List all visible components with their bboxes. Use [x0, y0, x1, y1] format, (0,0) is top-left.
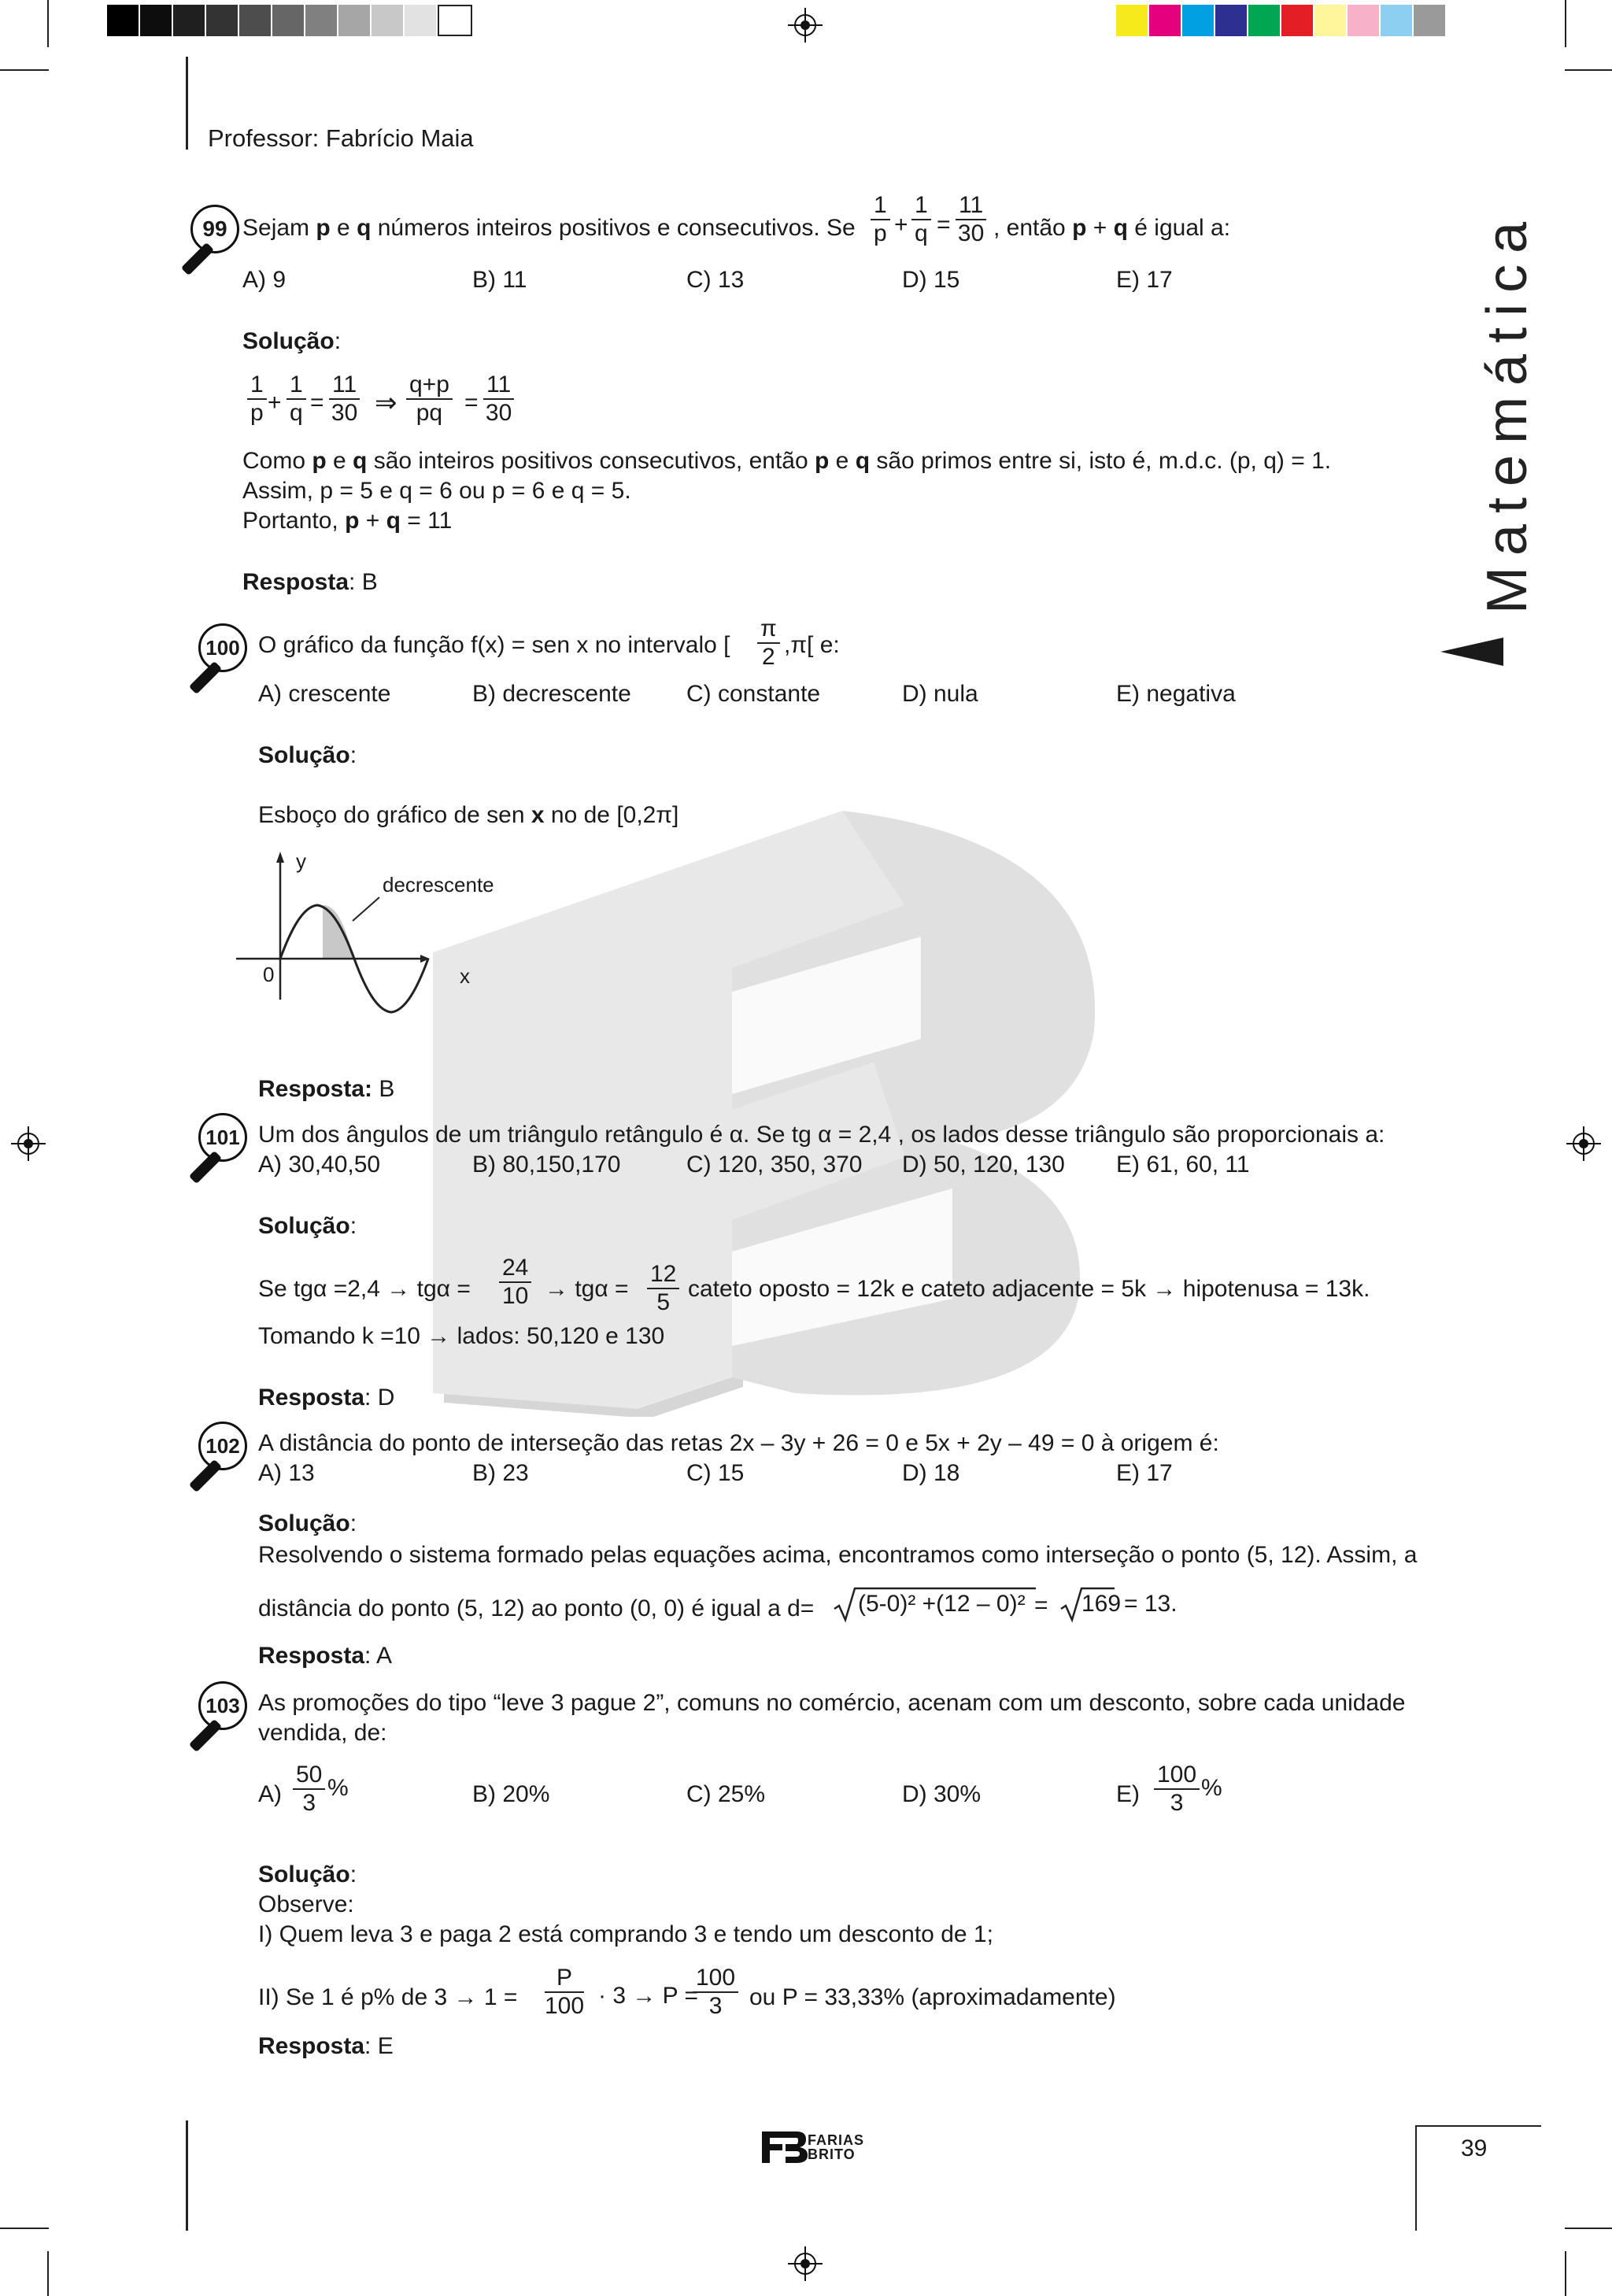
q101-solution-b: → tgα = — [545, 1276, 629, 1302]
q99-solution-equals: = — [464, 390, 479, 416]
q103-option-e-fraction: $\frac{100}{3}$ — [1154, 1762, 1200, 1817]
q102-answer: Resposta: A — [258, 1643, 393, 1669]
q102-option-b: B) 23 — [472, 1460, 529, 1486]
q103-option-a-label: A) — [258, 1781, 282, 1807]
q99-plus: + — [894, 212, 908, 238]
magnifier-handle-icon — [189, 1459, 222, 1492]
q103-option-e-percent: % — [1201, 1775, 1222, 1801]
q99-solution-fraction: $\frac{11}{30}$ — [329, 372, 360, 427]
q103-option-a-fraction: $\frac{50}{3}$ — [293, 1762, 325, 1817]
q103-option-b: B) 20% — [472, 1781, 550, 1807]
q100-option-c: C) constante — [686, 681, 821, 707]
magnifier-handle-icon — [181, 242, 214, 275]
q100-option-a: A) crescente — [258, 681, 391, 707]
q99-option-b: B) 11 — [472, 267, 527, 293]
q103-answer: Resposta: E — [258, 2033, 394, 2059]
registration-mark-top — [788, 8, 823, 43]
crop-mark — [0, 69, 49, 71]
q102-option-d: D) 18 — [902, 1460, 960, 1486]
q99-option-d: D) 15 — [902, 267, 960, 293]
q102-option-e: E) 17 — [1116, 1460, 1173, 1486]
graph-y-label: y — [296, 849, 306, 873]
q102-radicand-169: 169 — [1081, 1591, 1122, 1617]
question-number-99: 99 — [190, 205, 239, 253]
q99-solution-fraction: $\frac{11}{30}$ — [483, 372, 514, 427]
q101-fraction: $\frac{24}{10}$ — [499, 1255, 531, 1310]
q102-result: = 13. — [1124, 1591, 1178, 1617]
q103-item2-c: ou P = 33,33% (aproximadamente) — [749, 1984, 1116, 2010]
q102-solution-line1: Resolvendo o sistema formado pelas equações acima, encontramos como interseção o ponto (5, 12). Assim, a — [258, 1542, 1418, 1568]
q100-statement-end: ,π[ e: — [784, 632, 840, 658]
q102-statement: A distância do ponto de interseção das retas 2x – 3y + 26 = 0 e 5x + 2y – 49 = 0 à origem é: — [258, 1430, 1219, 1456]
crop-mark — [1565, 2228, 1612, 2229]
q99-fraction: $\frac{1}{q}$ — [911, 192, 931, 247]
q99-solution-implies: ⇒ — [375, 388, 397, 418]
footer-rule-left — [186, 2120, 188, 2231]
y-axis-arrow — [276, 852, 284, 863]
q99-statement-end: , então p + q é igual a: — [993, 215, 1231, 241]
graph-annotation: decrescente — [383, 873, 494, 897]
annotation-pointer — [353, 897, 379, 921]
q101-solution-line2: Tomando k =10 → lados: 50,120 e 130 — [258, 1323, 665, 1349]
q102-equals: = — [1034, 1592, 1048, 1618]
q99-solution-line2: Assim, p = 5 e q = 6 ou p = 6 e q = 5. — [242, 478, 631, 504]
q101-answer: Resposta: D — [258, 1385, 395, 1411]
q99-statement: Sejam p e q números inteiros positivos e consecutivos. Se — [242, 215, 856, 241]
q102-solution-line2: distância do ponto (5, 12) ao ponto (0, 0) é igual a d= — [258, 1595, 815, 1621]
crop-mark — [1565, 69, 1612, 71]
q102-solution-label: Solução: — [258, 1510, 357, 1536]
q100-option-d: D) nula — [902, 681, 978, 707]
q103-item2-a: II) Se 1 é p% de 3 → 1 = — [258, 1984, 518, 2010]
q99-solution-plus: + — [268, 390, 282, 416]
q101-statement: Um dos ângulos de um triângulo retângulo é α. Se tg α = 2,4 , os lados desse triângulo são proporcionais a: — [258, 1122, 1385, 1148]
registration-mark-right — [1566, 1126, 1601, 1161]
q99-solution-line3: Portanto, p + q = 11 — [242, 508, 453, 534]
graph-x-label: x — [460, 964, 470, 988]
registration-mark-left — [11, 1126, 46, 1161]
magnifier-handle-icon — [189, 1151, 222, 1184]
fb-logo-icon — [762, 2130, 809, 2165]
crop-mark — [1565, 2251, 1566, 2296]
q100-sketch-caption: Esboço do gráfico de sen x no de [0,2π] — [258, 802, 679, 828]
q103-item2-b: · 3 → P = — [598, 1983, 699, 2009]
q99-option-a: A) 9 — [242, 267, 287, 293]
q103-solution-label: Solução: — [258, 1862, 357, 1887]
q99-fraction: $\frac{11}{30}$ — [956, 192, 986, 247]
question-number-103: 103 — [198, 1681, 247, 1730]
q101-option-b: B) 80,150,170 — [472, 1152, 621, 1178]
q103-item2-fraction: $\frac{100}{3}$ — [693, 1965, 738, 2020]
q99-solution-fraction: $\frac{1}{q}$ — [287, 372, 306, 427]
q99-solution-equals: = — [310, 390, 324, 416]
graph-origin-label: 0 — [263, 963, 275, 986]
q101-option-a: A) 30,40,50 — [258, 1152, 381, 1178]
side-tab-label: Matemática — [1476, 210, 1539, 614]
q99-solution-line1: Como p e q são inteiros positivos consecutivos, então p e q são primos entre si, isto é, m.d.c. (p, q) = 1. — [242, 448, 1332, 474]
question-number-102: 102 — [198, 1422, 247, 1470]
header-rule — [186, 57, 188, 150]
q103-observe: Observe: — [258, 1891, 354, 1917]
sine-graph — [228, 842, 496, 1023]
registration-mark-bottom — [788, 2246, 823, 2281]
q103-item2-fraction: $\frac{P}{100}$ — [545, 1965, 585, 2019]
header-author: Professor: Fabrício Maia — [208, 124, 474, 152]
q99-fraction: $\frac{1}{p}$ — [871, 192, 890, 247]
q103-option-c: C) 25% — [686, 1781, 766, 1807]
question-number-100: 100 — [198, 623, 247, 672]
q100-statement: O gráfico da função f(x) = sen x no intervalo [ — [258, 632, 730, 658]
q103-option-e-label: E) — [1116, 1781, 1140, 1807]
crop-mark — [47, 2251, 49, 2296]
q99-solution-fraction: $\frac{1}{p}$ — [247, 372, 267, 427]
footer-logo-text: FARIAS BRITO — [808, 2132, 865, 2162]
q99-solution-label: Solução: — [242, 328, 342, 354]
page-number: 39 — [1461, 2135, 1488, 2161]
q101-option-c: C) 120, 350, 370 — [686, 1152, 863, 1178]
color-bar — [1116, 5, 1503, 38]
q101-solution-c: cateto oposto = 12k e cateto adjacente = 5k → hipotenusa = 13k. — [688, 1276, 1370, 1302]
q99-solution-fraction: $\frac{q+p}{pq}$ — [406, 372, 453, 427]
magnifier-handle-icon — [189, 661, 222, 694]
q99-option-c: C) 13 — [686, 267, 745, 293]
q102-option-c: C) 15 — [686, 1460, 745, 1486]
crop-mark — [0, 2228, 49, 2229]
q103-option-d: D) 30% — [902, 1781, 982, 1807]
q101-option-d: D) 50, 120, 130 — [902, 1152, 1065, 1178]
crop-mark — [47, 0, 49, 47]
q99-answer: Resposta: B — [242, 569, 378, 595]
side-tab-arrow-icon — [1440, 638, 1503, 666]
q103-item1: I) Quem leva 3 e paga 2 está comprando 3 e tendo um desconto de 1; — [258, 1921, 993, 1947]
q100-answer: Resposta: B — [258, 1076, 395, 1102]
q101-solution-label: Solução: — [258, 1213, 357, 1239]
q100-solution-label: Solução: — [258, 742, 357, 768]
q103-statement-line1: As promoções do tipo “leve 3 pague 2”, comuns no comércio, acenam com um desconto, sobre cada unidade — [258, 1690, 1406, 1716]
magnifier-handle-icon — [189, 1719, 222, 1752]
footer-rule-right-top — [1415, 2125, 1541, 2127]
q101-option-e: E) 61, 60, 11 — [1116, 1152, 1250, 1178]
q102-radicand: (5-0)² +(12 – 0)² — [858, 1591, 1026, 1617]
q100-option-b: B) decrescente — [472, 681, 631, 707]
q103-option-a-percent: % — [327, 1775, 349, 1801]
crop-mark — [1565, 0, 1566, 47]
q101-fraction: $\frac{12}{5}$ — [647, 1261, 679, 1316]
footer-logo — [762, 2130, 885, 2165]
q102-option-a: A) 13 — [258, 1460, 315, 1486]
q99-equals: = — [937, 212, 951, 238]
q103-statement-line2: vendida, de: — [258, 1720, 387, 1746]
grayscale-bar — [107, 5, 494, 38]
q100-option-e: E) negativa — [1116, 681, 1236, 707]
q99-option-e: E) 17 — [1116, 267, 1173, 293]
q100-fraction: $\frac{\pi}{2}$ — [757, 616, 780, 671]
question-number-101: 101 — [198, 1113, 247, 1162]
decreasing-shaded-area — [323, 905, 354, 959]
q101-solution-a: Se tgα =2,4 → tgα = — [258, 1276, 471, 1302]
footer-rule-right — [1415, 2125, 1417, 2231]
